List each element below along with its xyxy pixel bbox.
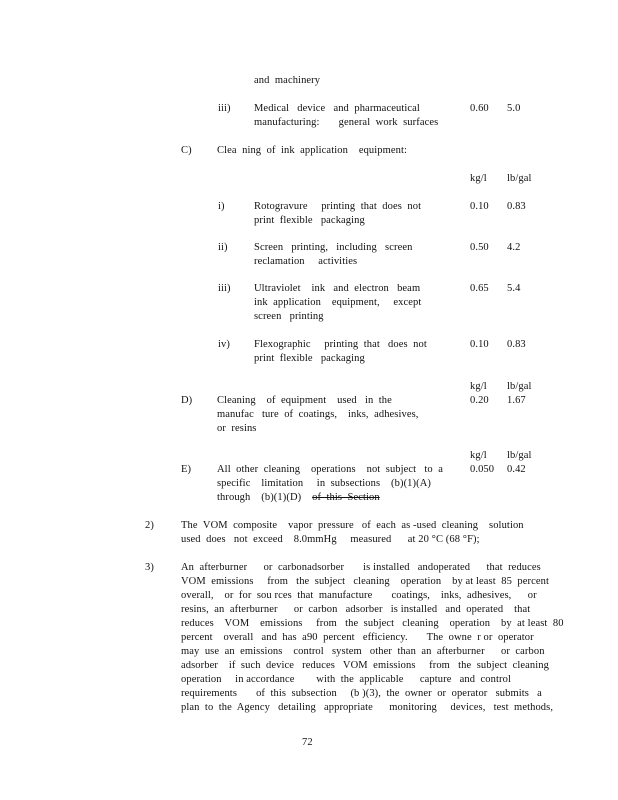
paragraph-line: plan to the Agency detailing appropriate monitoring devices, test methods, <box>181 702 554 713</box>
item-continuation-text: and machinery <box>254 75 321 86</box>
item-text-line: Cleaning of equipment used in the <box>217 395 392 406</box>
kg-value: 0.20 <box>470 395 489 406</box>
item-text-line: ink application equipment, except <box>254 297 422 308</box>
paragraph-line: may use an emissions control system other than an afterburner or carbon <box>181 646 545 657</box>
item-text-line: screen printing <box>254 311 324 322</box>
item-text-line: Medical device and pharmaceutical <box>254 103 420 114</box>
kg-value: 0.10 <box>470 201 489 212</box>
paragraph-line: The VOM composite vapor pressure of each as -used cleaning solution <box>181 520 524 531</box>
item-text-segment: through (b)(1)(D) <box>217 492 313 503</box>
kg-value: 0.60 <box>470 103 489 114</box>
section-heading: Clea ning of ink application equipment: <box>217 145 408 156</box>
unit-kg-header: kg/l <box>470 173 487 184</box>
paragraph-line: resins, an afterburner or carbon adsorber is installed and operated that <box>181 604 531 615</box>
item-text-line: print flexible packaging <box>254 353 365 364</box>
paragraph-line: percent overall and has a90 percent efficiency. The owne r or operator <box>181 632 534 643</box>
item-text-line: manufac ture of coatings, inks, adhesives, <box>217 409 419 420</box>
item-number: iii) <box>218 103 231 114</box>
item-text-line <box>217 491 380 505</box>
paragraph-number: 3) <box>145 562 154 573</box>
item-number: iv) <box>218 339 230 350</box>
item-text-line: print flexible packaging <box>254 215 365 226</box>
unit-lb-header: lb/gal <box>507 173 532 184</box>
paragraph-line: overall, or for sou rces that manufacture coatings, inks, adhesives, or <box>181 590 537 601</box>
paragraph-line: operation in accordance with the applicable capture and control <box>181 674 511 685</box>
item-number: i) <box>218 201 225 212</box>
paragraph-number: 2) <box>145 520 154 531</box>
section-letter: D) <box>181 395 193 406</box>
paragraph-line: requirements of this subsection (b )(3), the owner or operator submits a <box>181 688 542 699</box>
struck-text: of this Section <box>312 492 380 503</box>
unit-kg-header: kg/l <box>470 381 487 392</box>
item-number: ii) <box>218 242 228 253</box>
paragraph-line: reduces VOM emissions from the subject cleaning operation by at least 80 <box>181 618 564 629</box>
lb-value: 0.83 <box>507 339 526 350</box>
paragraph-line: An afterburner or carbonadsorber is installed andoperated that reduces <box>181 562 541 573</box>
lb-value: 1.67 <box>507 395 526 406</box>
section-letter: C) <box>181 145 192 156</box>
kg-value: 0.65 <box>470 283 489 294</box>
item-text-line: or resins <box>217 423 257 434</box>
lb-value: 0.83 <box>507 201 526 212</box>
unit-lb-header: lb/gal <box>507 450 532 461</box>
item-text-line: Rotogravure printing that does not <box>254 201 422 212</box>
item-text-line: reclamation activities <box>254 256 358 267</box>
paragraph-line: VOM emissions from the subject cleaning operation by at least 85 percent <box>181 576 549 587</box>
unit-lb-header: lb/gal <box>507 381 532 392</box>
paragraph-line: used does not exceed 8.0mmHg measured at 20 °C (68 °F); <box>181 534 480 545</box>
unit-kg-header: kg/l <box>470 450 487 461</box>
item-text-line: specific limitation in subsections (b)(1)(A) <box>217 478 431 489</box>
item-number: iii) <box>218 283 231 294</box>
lb-value: 5.4 <box>507 283 521 294</box>
item-text-line: Flexographic printing that does not <box>254 339 427 350</box>
lb-value: 4.2 <box>507 242 521 253</box>
item-text-line: manufacturing: general work surfaces <box>254 117 439 128</box>
section-letter: E) <box>181 464 192 475</box>
kg-value: 0.050 <box>470 464 495 475</box>
kg-value: 0.50 <box>470 242 489 253</box>
page-number: 72 <box>302 737 313 748</box>
lb-value: 5.0 <box>507 103 521 114</box>
item-text-line: Screen printing, including screen <box>254 242 413 253</box>
item-text-line: All other cleaning operations not subject to a <box>217 464 443 475</box>
kg-value: 0.10 <box>470 339 489 350</box>
lb-value: 0.42 <box>507 464 526 475</box>
paragraph-line: adsorber if such device reduces VOM emissions from the subject cleaning <box>181 660 549 671</box>
item-text-line: Ultraviolet ink and electron beam <box>254 283 421 294</box>
